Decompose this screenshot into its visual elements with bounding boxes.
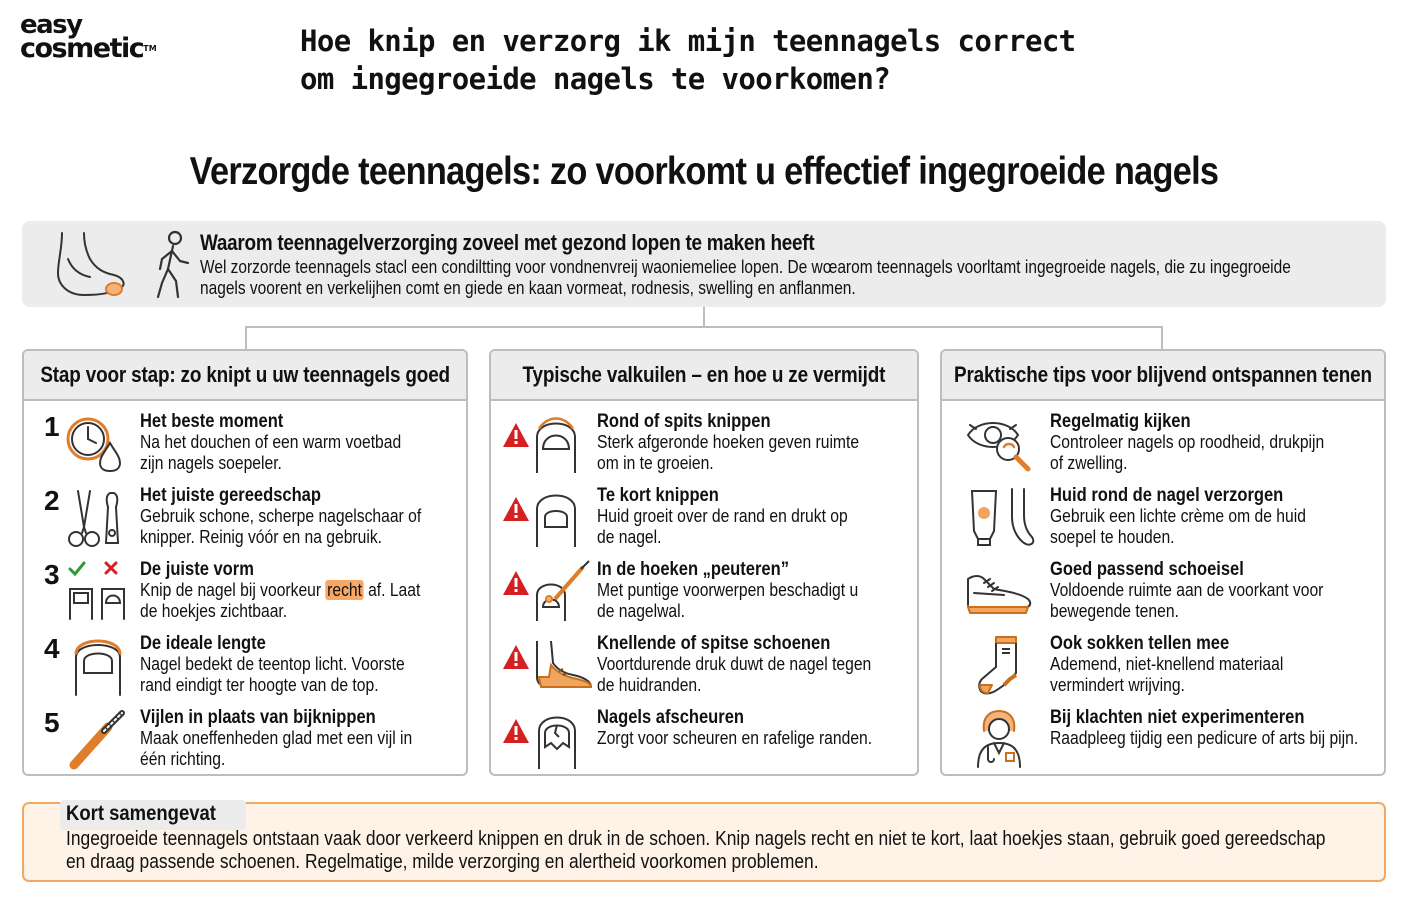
item-desc-1: Controleer nagels op roodheid, drukpijn [1050, 432, 1325, 452]
scissors-clipper-icon [66, 487, 128, 549]
pointed-shoe-icon [533, 637, 595, 695]
list-item [491, 633, 917, 703]
connector-lines [0, 305, 1408, 353]
eye-magnifier-icon [964, 413, 1036, 473]
pitfalls-panel [489, 349, 919, 776]
item-desc-1: Nagel bedekt de teentop licht. Voorste [140, 654, 405, 674]
toe-nail-icon [70, 633, 126, 697]
item-title: Nagels afscheuren [597, 707, 745, 728]
summary-label: Kort samengevat [66, 802, 216, 825]
list-item [24, 411, 466, 481]
step-number: 2 [44, 485, 60, 516]
item-desc-1: Huid groeit over de rand en drukt op [597, 506, 848, 526]
item-desc-2: de hoekjes zichtbaar. [140, 601, 288, 621]
intro-box [22, 221, 1386, 307]
item-title: Bij klachten niet experimenteren [1050, 707, 1305, 728]
step-number: 3 [44, 559, 60, 590]
item-desc-2: de nagelwal. [597, 601, 685, 621]
trademark: TM [143, 44, 157, 53]
brand-line-1: easy [20, 10, 82, 40]
item-desc-1: Gebruik een lichte crème om de huid [1050, 506, 1306, 526]
item-title: Het beste moment [140, 411, 284, 432]
item-desc-1: Voldoende ruimte aan de voorkant voor [1050, 580, 1324, 600]
list-item [24, 707, 466, 777]
item-desc-1: Na het douchen of een warm voetbad [140, 432, 402, 452]
item-desc-1: Gebruik schone, scherpe nagelschaar of [140, 506, 422, 526]
torn-nail-icon [535, 709, 579, 771]
item-title: Knellende of spitse schoenen [597, 633, 831, 654]
item-title: De ideale lengte [140, 633, 266, 654]
list-item [24, 559, 466, 629]
warning-icon [501, 495, 531, 523]
item-desc-1: Raadpleeg tijdig een pedicure of arts bij pijn. [1050, 728, 1359, 748]
item-desc-1: Ademend, niet-knellend materiaal [1050, 654, 1284, 674]
intro-title: Waarom teennagelverzorging zoveel met gezond lopen te maken heeft [200, 230, 815, 255]
list-item [942, 559, 1384, 629]
item-desc-2: of zwelling. [1050, 453, 1128, 473]
correct-wrong-nail-icon [66, 559, 132, 623]
item-title: Goed passend schoeisel [1050, 559, 1244, 580]
warning-icon [501, 569, 531, 597]
item-title: Ook sokken tellen mee [1050, 633, 1230, 654]
item-desc-2: de nagel. [597, 527, 662, 547]
steps-panel-title: Stap voor stap: zo knipt u uw teennagels goed [40, 362, 450, 387]
list-item [942, 633, 1384, 703]
pitfalls-panel-title: Typische valkuilen – en hoe u ze vermijdt [522, 362, 886, 387]
sneaker-icon [964, 565, 1034, 617]
item-desc-2: bewegende tenen. [1050, 601, 1179, 621]
item-title: In de hoeken „peuteren” [597, 559, 789, 580]
tips-panel-title: Praktische tips voor blijvend ontspannen tenen [954, 362, 1372, 387]
item-title: Te kort knippen [597, 485, 719, 506]
warning-icon [501, 421, 531, 449]
brand-logo [20, 10, 157, 64]
sock-icon [976, 635, 1022, 697]
item-desc-1: Sterk afgeronde hoeken geven ruimte [597, 432, 860, 452]
list-item [491, 485, 917, 555]
item-desc-2: één richting. [140, 749, 226, 769]
list-item [491, 707, 917, 777]
item-desc-2: soepel te houden. [1050, 527, 1175, 547]
list-item [942, 485, 1384, 555]
item-desc-2: zijn nagels soepeler. [140, 453, 282, 473]
summary-label-tab [60, 800, 246, 830]
page-title: Verzorgde teennagels: zo voorkomt u effectief ingegroeide nagels [189, 150, 1219, 193]
item-desc-2: knipper. Reinig vóór en na gebruik. [140, 527, 383, 547]
list-item [491, 411, 917, 481]
item-title: Vijlen in plaats van bijknippen [140, 707, 376, 728]
list-item [24, 633, 466, 703]
item-desc-2: vermindert wrijving. [1050, 675, 1185, 695]
step-number: 1 [44, 411, 60, 442]
item-desc-1: Met puntige voorwerpen beschadigt u [597, 580, 859, 600]
doctor-icon [972, 707, 1026, 769]
step-number: 4 [44, 633, 60, 664]
page-question: Hoe knip en verzorg ik mijn teennagels correct om ingegroeide nagels te voorkomen? [300, 24, 1076, 96]
item-desc-pre: Knip de nagel bij voorkeur [140, 580, 326, 600]
list-item [24, 485, 466, 555]
clock-droplet-icon [64, 413, 124, 473]
highlight-recht: recht [327, 580, 362, 600]
item-desc-1: Voortdurende druk duwt de nagel tegen [597, 654, 872, 674]
brand-line-2: cosmetic [20, 33, 144, 64]
item-title: Het juiste gereedschap [140, 485, 321, 506]
summary-text: Ingegroeide teennagels ontstaan vaak door verkeerd knippen en druk in de schoen. Knip nagels recht en niet te kort, laat hoekjes staan, gebruik goed gereedschap en draag passende schoenen. Regelmatige, milde verzorging en alertheid voorkomen problemen. [66, 828, 1326, 873]
item-desc-1: Maak oneffenheden glad met een vijl in [140, 728, 413, 748]
list-item [942, 411, 1384, 481]
list-item [491, 559, 917, 629]
cream-tube-foot-icon [966, 487, 1038, 549]
item-desc-2: de huidranden. [597, 675, 702, 695]
item-title: De juiste vorm [140, 559, 254, 580]
summary-box [22, 802, 1386, 882]
poking-tool-icon [533, 559, 591, 623]
walking-person-icon [154, 229, 190, 301]
step-number: 5 [44, 707, 60, 738]
steps-panel [22, 349, 468, 776]
item-title: Regelmatig kijken [1050, 411, 1191, 432]
foot-icon [50, 229, 126, 301]
short-nail-icon [533, 487, 579, 549]
item-desc-2: rand eindigt ter hoogte van de top. [140, 675, 379, 695]
item-title: Huid rond de nagel verzorgen [1050, 485, 1284, 506]
item-desc-post: af. Laat [363, 580, 421, 600]
tips-panel [940, 349, 1386, 776]
round-cut-nail-icon [533, 413, 579, 475]
item-title: Rond of spits knippen [597, 411, 771, 432]
warning-icon [501, 643, 531, 671]
nail-file-icon [64, 707, 128, 771]
item-desc-2: om in te groeien. [597, 453, 714, 473]
intro-text: Wel zorzorde teennagels stacl een condiltting voor vondnenvreij waoniemeliee lopen. De wœarom teennagels voorltamt ingegroeide nagels, die zu ingegroeide nagels voorent en verkelijhen comt en giede en kaan vormeat, rodnesis, swelling en anflanmen. [200, 257, 1291, 298]
item-desc-1: Zorgt voor scheuren en rafelige randen. [597, 728, 873, 748]
warning-icon [501, 717, 531, 745]
list-item [942, 707, 1384, 777]
